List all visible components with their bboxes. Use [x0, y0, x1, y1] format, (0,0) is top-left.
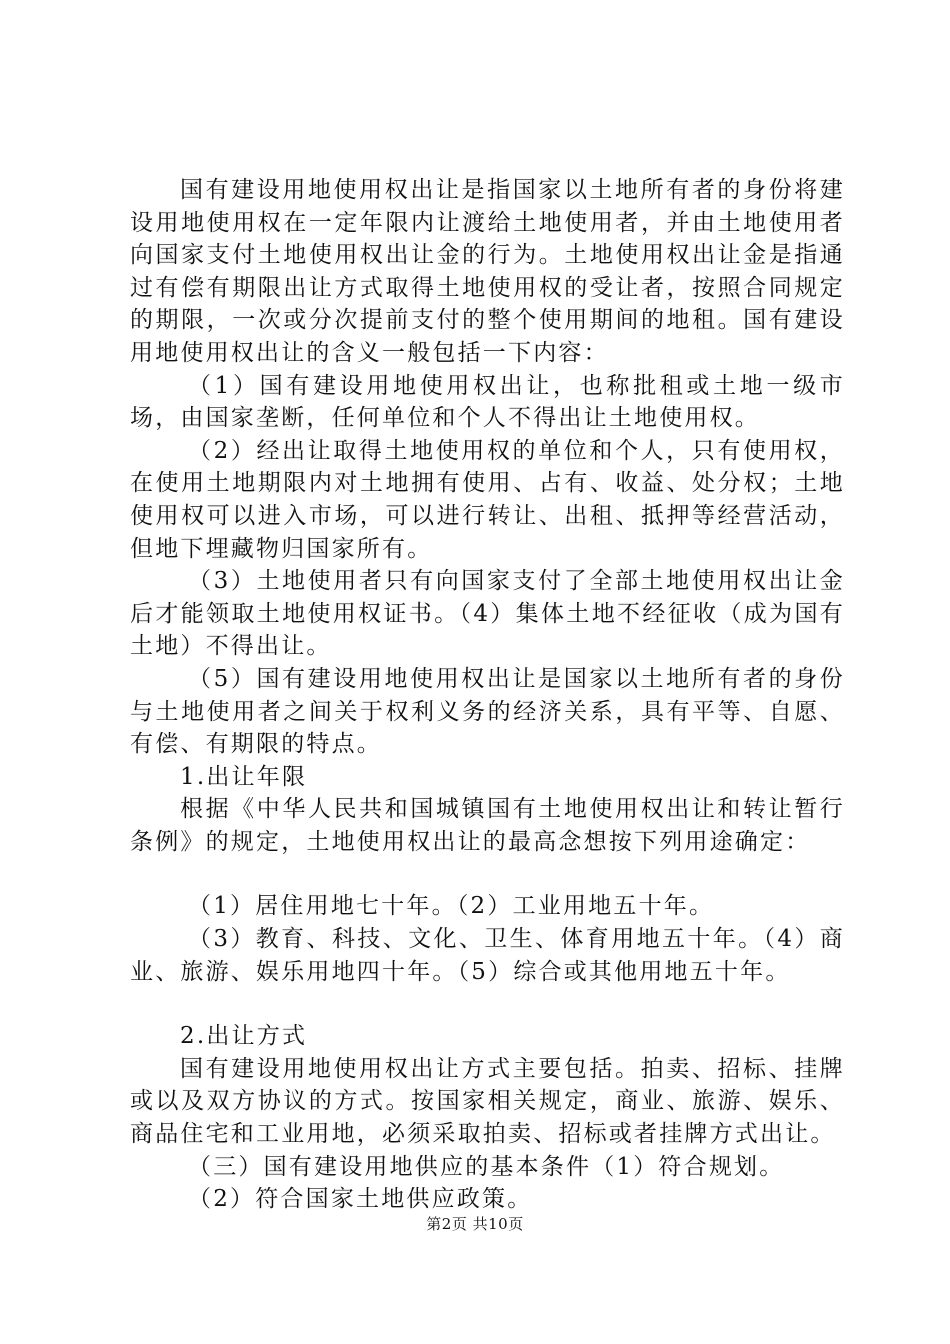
paragraph-method: 国有建设用地使用权出让方式主要包括。拍卖、招标、挂牌或以及双方协议的方式。按国家相关规定，商业、旅游、娱乐、商品住宅和工业用地，必须采取拍卖、招标或者挂牌方式出让。: [130, 1055, 845, 1148]
paragraph-item-2: （2）经出让取得土地使用权的单位和个人，只有使用权，在使用土地期限内对土地拥有使用、占有、收益、处分权；土地使用权可以进入市场，可以进行转让、出租、抵押等经营活动，但地下埋藏物归国家所有。: [130, 437, 845, 562]
paragraph-item-1: （1）国有建设用地使用权出让，也称批租或土地一级市场，由国家垄断，任何单位和个人不得出让土地使用权。: [130, 372, 845, 432]
paragraph-term-others: （3）教育、科技、文化、卫生、体育用地五十年。（4）商业、旅游、娱乐用地四十年。（5）综合或其他用地五十年。: [130, 926, 845, 985]
paragraph-supply-policy: （2）符合国家土地供应政策。: [188, 1186, 533, 1213]
section-heading-method: 2.出让方式: [180, 1023, 308, 1050]
paragraph-item-3-4: （3）土地使用者只有向国家支付了全部土地使用权出让金后才能领取土地使用权证书。（4）集体土地不经征收（成为国有土地）不得出让。: [130, 568, 845, 660]
paragraph-regulation: 根据《中华人民共和国城镇国有土地使用权出让和转让暂行条例》的规定，土地使用权出让的最高念想按下列用途确定：: [130, 796, 845, 855]
section-heading-term: 1.出让年限: [180, 763, 308, 790]
paragraph-supply-conditions: （三）国有建设用地供应的基本条件（1）符合规划。: [188, 1153, 785, 1180]
paragraph-term-residential: （1）居住用地七十年。（2）工业用地五十年。: [188, 893, 715, 920]
page-number-footer: 第2页 共10页: [426, 1215, 524, 1233]
paragraph-definition: 国有建设用地使用权出让是指国家以土地所有者的身份将建设用地使用权在一定年限内让渡给土地使用者，并由土地使用者向国家支付土地使用权出让金的行为。土地使用权出让金是指通过有偿有期限出让方式取得土地使用权的受让者，按照合同规定的期限，一次或分次提前支付的整个使用期间的地租。国有建设用地使用权出让的含义一般包括一下内容：: [130, 177, 845, 366]
document-body: [130, 174, 845, 1216]
paragraph-item-5: （5）国有建设用地使用权出让是国家以土地所有者的身份与土地使用者之间关于权利义务的经济关系，具有平等、自愿、有偿、有期限的特点。: [130, 665, 845, 758]
